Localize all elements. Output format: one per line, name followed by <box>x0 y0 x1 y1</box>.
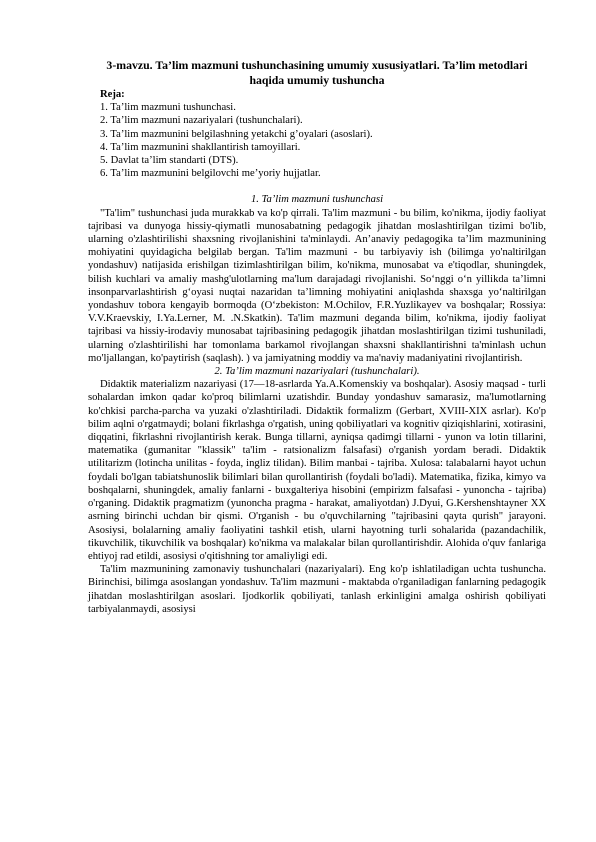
section-2-paragraph-1: Didaktik materializm nazariyasi (17—18-asrlarda Ya.A.Komenskiy va boshqalar). Asosiy maqsad - turli sohalardan imkon qadar ko'proq bilimlarni uzatishdir. Bunday yondashuv samarasiz, ma'lumotlarning ko'chkisi parcha-parcha va yuzaki o'zlashtiriladi. Didaktik formalizm (Gerbart, XVIII-XIX asrlar). Ko'p bilim aqlni o'rgatmaydi; bolani fikrlashga o'rgatish, uning qobiliyatlari va kognitiv qiziqishlarini, xotirasini, diqqatini, fikrlashni rivojlantirish kerak. Bunga tillarni, ayniqsa qadimgi tillarni - yunon va lotin tillarini, matematika (gumanitar "klassik" ta'lim - ratsionalizm falsafasi) o'rganish yordam beradi. Didaktik utilitarizm (lotincha unilitas - foyda, ingliz tilidan). Bilim manbai - tajriba. Xulosa: talabalarni hayot uchun foydali bo'lgan tabiatshunoslik bilimlari bilan qurollantirish (foydali bo'ladi). Matematika, fizika, kimyo va boshqalarni, shuningdek, amaliy fanlarni - buxgalteriya hisobini (empirizm falsafasi - yunoncha - tajriba) o'rganing. Didaktik pragmatizm (yunoncha pragma - harakat, amaliyotdan) J.Dyui, G.Kershenshtayner XX asrning birinchi uchdan bir qismi. O'rganish - bu o'quvchilarning "tajribasini qayta qurish" jarayoni. Asosiysi, bolalarning amaliy faoliyatini tashkil etish, ularni hayotning turli sohalarida (pazandachilik, tikuvchilik, tikuvchilik va boshqalar) ko'nikma va malakalar bilan qurollantirishdir. Alohida o'quv fanlariga ehtiyoj rad etildi, asosiysi o'qitishning tor amaliyligi edi. <box>88 379 546 562</box>
section-1-paragraph: "Ta'lim" tushunchasi juda murakkab va ko'p qirrali. Ta'lim mazmuni - bu bilim, ko'nikma, ijodiy faoliyat tajribasi va dunyoga hissiy-qiymatli munosabatning pedagogik jihatdan moslashtirilgan tizimi bo'lib, ularning o'zlashtirilishi shaxsning rivojlanishini ta'minlaydi. An’anaviy pedagogika ta’lim mazmunining mohiyatini quyidagicha belgilab bergan. Ta'lim mazmuni - bu tarbiyaviy ish (bilimga yo'naltirilgan yondashuv) natijasida erishilgan tizimlashtirilgan bilim, ko'nikma, munosabat va e'tiqodlar, shuningdek, bilish kuchlari va amaliy mashg'ulotlarning ma'lum darajadagi rivojlanishi. So‘nggi o‘n yillikda ta’limni insonparvarlashtirish g‘oyasi nuqtai nazaridan ta’limning mohiyatini aniqlashda shaxsga yo‘naltirilgan yondashuv tobora kengayib bormoqda (O‘zbekiston: M.Ochilov, F.R.Yuzlikayev va boshqalar; Rossiya: V.V.Kraevskiy, I.Ya.Lerner, M. .N.Skatkin). Ta'lim mazmuni deganda bilim, ko'nikma, ijodiy faoliyat tajribasi va hissiy-irodaviy munosabat tajribasining pedagogik jihatdan moslashtirilgan tizimi tushuniladi, ularning o'zlashtirilishi har tomonlama barkamol rivojlangan shaxsni shakllantirishni ta'minlash uchun mo'ljallangan, ko'paytirish (saqlash). ) va jamiyatning moddiy va ma'naviy madaniyatini rivojlantirish. <box>88 207 546 364</box>
plan-item: 2. Ta’lim mazmuni nazariyalari (tushunchalari). <box>100 115 303 127</box>
spacer <box>88 180 546 193</box>
plan-item: 3. Ta’lim mazmunini belgilashning yetakchi g’oyalari (asoslari). <box>100 128 373 140</box>
plan-list <box>88 101 546 180</box>
plan-label: Reja: <box>100 89 125 100</box>
plan-item: 4. Ta’lim mazmunini shakllantirish tamoyillari. <box>100 141 301 153</box>
section-2-paragraph-2: Ta'lim mazmunining zamonaviy tushunchalari (nazariyalari). Eng ko'p ishlatiladigan uchta tushuncha. Birinchisi, bilimga asoslangan yondashuv. Ta'lim mazmuni - maktabda o'rganiladigan fanlarning pedagogik jihatdan moslashtirilgan asoslari. Ijodkorlik qobiliyati, tanlash erkinligini amalga oshirish qobiliyati tarbiyalanmaydi, asosiysi <box>88 564 546 615</box>
plan-item: 1. Ta’lim mazmuni tushunchasi. <box>100 102 236 114</box>
plan-item: 5. Davlat ta’lim standarti (DTS). <box>100 155 239 167</box>
plan-item: 6. Ta’lim mazmunini belgilovchi me’yoriy hujjatlar. <box>100 168 321 180</box>
document-page <box>88 58 546 616</box>
section-heading-1: 1. Ta’lim mazmuni tushunchasi <box>250 194 384 206</box>
section-heading-2: 2. Ta’lim mazmuni nazariyalari (tushunchalari). <box>214 366 420 378</box>
document-title: 3-mavzu. Ta’lim mazmuni tushunchasining umumiy xususiyatlari. Ta’lim metodlari haqida umumiy tushuncha <box>106 58 528 87</box>
